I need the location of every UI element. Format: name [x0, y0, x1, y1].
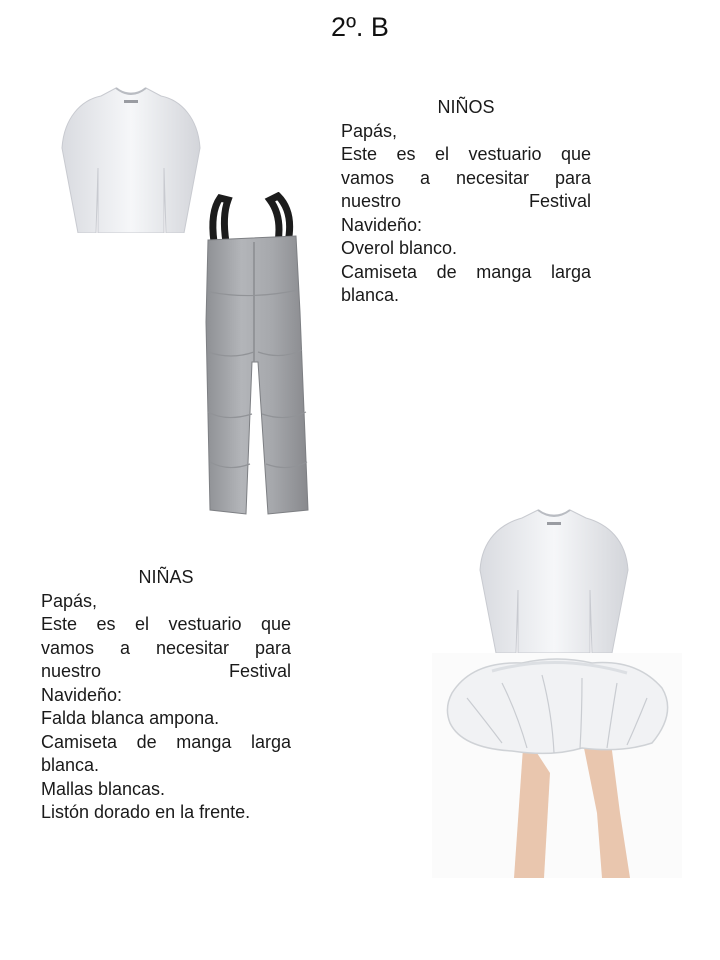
boys-costume-text: [341, 96, 591, 308]
girls-costume-text: [41, 566, 291, 825]
girls-intro-line: Este es el vestuario que: [41, 614, 291, 634]
boys-intro-line: Este es el vestuario que: [341, 144, 591, 164]
boys-heading: NIÑOS: [437, 97, 495, 117]
girls-greeting: Papás,: [41, 590, 98, 611]
girls-item: Listón dorado en la frente.: [41, 802, 251, 822]
boys-intro-line: nuestro Festival: [341, 191, 591, 211]
boys-item: Camiseta de manga larga blanca.: [341, 261, 591, 305]
boys-overalls-image: [196, 192, 316, 515]
girls-item: Mallas blancas.: [41, 778, 166, 799]
boys-greeting: Papás,: [341, 120, 398, 141]
girls-item: Camiseta de manga larga blanca.: [41, 731, 291, 775]
girls-intro-line: Navideño:: [41, 684, 123, 705]
boys-shirt-image: [56, 78, 206, 233]
girls-tutu-image: [432, 653, 682, 878]
page-title: 2º. B: [331, 12, 389, 42]
girls-item: Falda blanca ampona.: [41, 708, 220, 728]
girls-shirt-image: [474, 500, 634, 653]
girls-heading: NIÑAS: [138, 567, 194, 587]
boys-item: Overol blanco.: [341, 238, 458, 258]
girls-intro-line: nuestro Festival: [41, 661, 291, 681]
girls-intro-line: vamos a necesitar para: [41, 637, 291, 658]
boys-intro-line: Navideño:: [341, 214, 423, 235]
boys-intro-line: vamos a necesitar para: [341, 167, 591, 188]
